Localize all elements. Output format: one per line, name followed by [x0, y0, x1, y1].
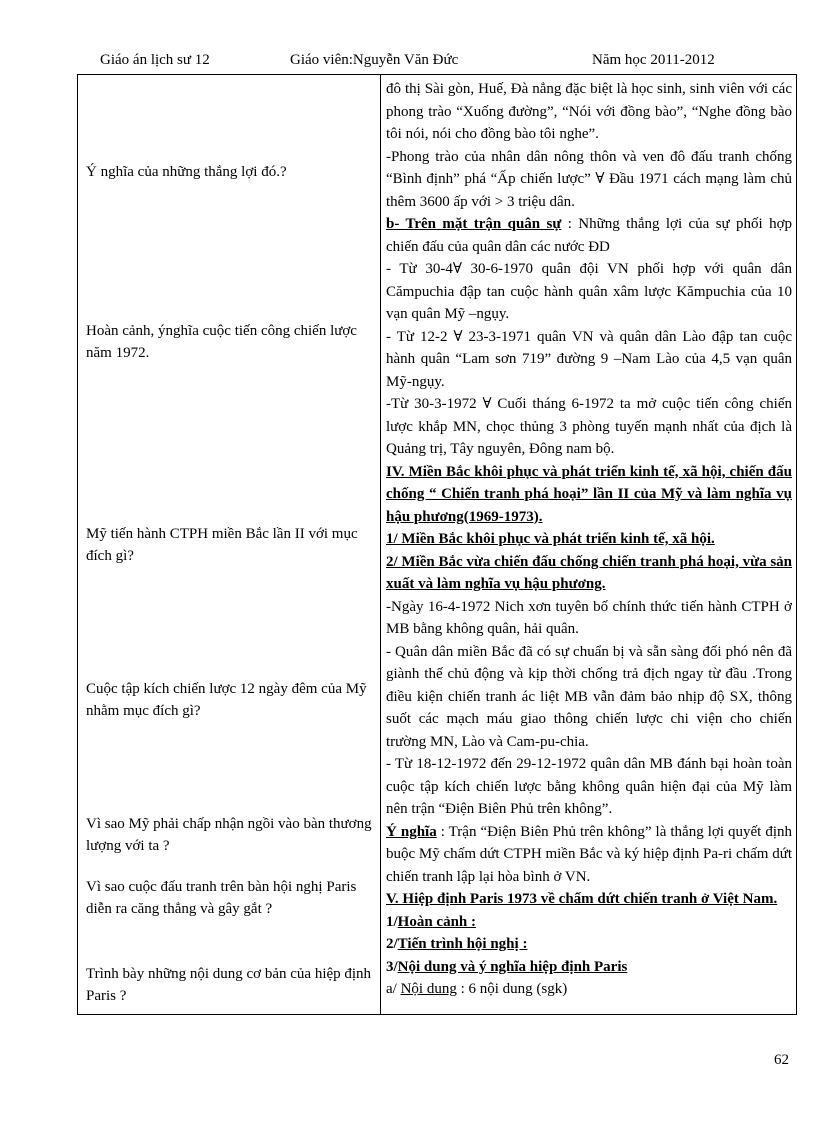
- subheading: 3/Nội dung và ý nghĩa hiệp định Paris: [386, 958, 628, 975]
- subject-title: Giáo án lịch sư 12: [100, 52, 210, 68]
- answer-column: [386, 78, 792, 1001]
- question-3: Mỹ tiến hành CTPH miền Bắc lần II với mục đích gì?: [86, 526, 358, 564]
- question-5: Vì sao Mỹ phải chấp nhận ngồi vào bàn thương lượng với ta ?: [86, 816, 372, 854]
- subheading: 2/ Miền Bắc vừa chiến đấu chống chiến tranh phá hoại, vừa sản xuất và làm nghĩa vụ hậu phương.: [386, 553, 792, 592]
- question-4: Cuộc tập kích chiến lược 12 ngày đêm của Mỹ nhằm mục đích gì?: [86, 681, 367, 719]
- section-heading-v: V. Hiệp định Paris 1973 về chấm dứt chiến tranh ở Việt Nam.: [386, 891, 778, 907]
- paragraph: đô thị Sài gòn, Huế, Đà nẳng đặc biệt là học sinh, sinh viên với các phong trào “Xuống đường”, “Nói với đồng bào”, “Nghe đồng bào tôi nói, nói cho đồng bào tôi nghe”.: [386, 81, 792, 142]
- paragraph: -Ngày 16-4-1972 Nich xơn tuyên bố chính thức tiến hành CTPH ở MB bằng không quân, hải quân.: [386, 598, 792, 637]
- paragraph: a/ Nội dung : 6 nội dung (sgk): [386, 981, 568, 997]
- subheading: 2/Tiến trình hội nghị :: [386, 936, 528, 952]
- teacher-name: Giáo viên:Nguyễn Văn Đức: [290, 52, 459, 68]
- paragraph: - Từ 12-2 ∀ 23-3-1971 quân VN và quân dân Lào đập tan cuộc hành quân “Lam sơn 719” đường 9 –Nam Lào của 4,5 vạn quân Mỹ-ngụy.: [386, 328, 792, 390]
- paragraph: - Từ 18-12-1972 đến 29-12-1972 quân dân MB đánh bại hoàn toàn cuộc tập kích chiến lược bằng không quân hiện đại của Mỹ làm nên trận “Điện Biên Phủ trên không”.: [386, 756, 792, 817]
- question-7: Trình bày những nội dung cơ bản của hiệp định Paris ?: [86, 966, 372, 1004]
- page-number: 62: [774, 1052, 789, 1068]
- paragraph: -Phong trào của nhân dân nông thôn và ven đô đấu tranh chống “Bình định” phá “Ấp chiến lược” ∀ Đầu 1971 cách mạng làm chủ thêm 3600 ấp với > 3 triệu dân.: [386, 148, 792, 210]
- paragraph: - Quân dân miền Bắc đã có sự chuẩn bị và sẵn sàng đối phó nên đã giành thế chủ động và kịp thời chống trả địch ngay từ đầu .Trong điều kiện chiến tranh ác liệt MB vẫn đảm bảo nhịp độ SX, thông suốt các mạch máu giao thông chiến lược chi viện cho chiến trường MN, Lào và Cam-pu-chia.: [386, 643, 792, 750]
- paragraph: b- Trên mặt trận quân sự : Những thắng lợi của sự phối hợp chiến đấu của quân dân các nước ĐD: [386, 216, 793, 255]
- column-divider: [380, 75, 381, 1014]
- paragraph: Ý nghĩa : Trận “Điện Biên Phủ trên không” là thắng lợi quyết định buộc Mỹ chấm dứt CTPH miền Bắc và ký hiệp định Pa-ri chấm dứt chiến tranh lập lại hòa bình ở VN.: [386, 823, 793, 885]
- subheading: Ý nghĩa: [386, 823, 437, 840]
- page-header: [100, 52, 780, 74]
- subheading: b- Trên mặt trận quân sự: [386, 216, 562, 232]
- question-6: Vì sao cuộc đấu tranh trên bàn hội nghị Paris diễn ra căng thẳng và gây gắt ?: [86, 879, 357, 917]
- question-1: Ý nghĩa của những thắng lợi đó.?: [86, 164, 287, 180]
- question-2: Hoàn cảnh, ýnghĩa cuộc tiến công chiến lược năm 1972.: [86, 323, 357, 361]
- section-heading-iv: IV. Miền Bắc khôi phục và phát triển kinh tế, xã hội, chiến đấu chống “ Chiến tranh phá hoại” lần II của Mỹ và làm nghĩa vụ hậu phương(1969-1973).: [386, 463, 792, 525]
- lesson-table: [77, 74, 797, 1015]
- school-year: Năm học 2011-2012: [592, 52, 715, 68]
- paragraph: -Từ 30-3-1972 ∀ Cuối tháng 6-1972 ta mở cuộc tiến công chiến lược khắp MN, chọc thủng 3 phòng tuyến mạnh nhất của địch là Quảng trị, Tây nguyên, Đông nam bộ.: [386, 396, 792, 457]
- subheading: 1/Hoàn cảnh :: [386, 913, 477, 930]
- subheading: 1/ Miền Bắc khôi phục và phát triển kinh tế, xã hội.: [386, 531, 715, 547]
- paragraph: - Từ 30-4∀ 30-6-1970 quân đội VN phối hợp với quân dân Cămpuchia đập tan cuộc hành quân xâm lược Kămpuchia của 10 vạn quân Mỹ –ngụy.: [386, 261, 792, 322]
